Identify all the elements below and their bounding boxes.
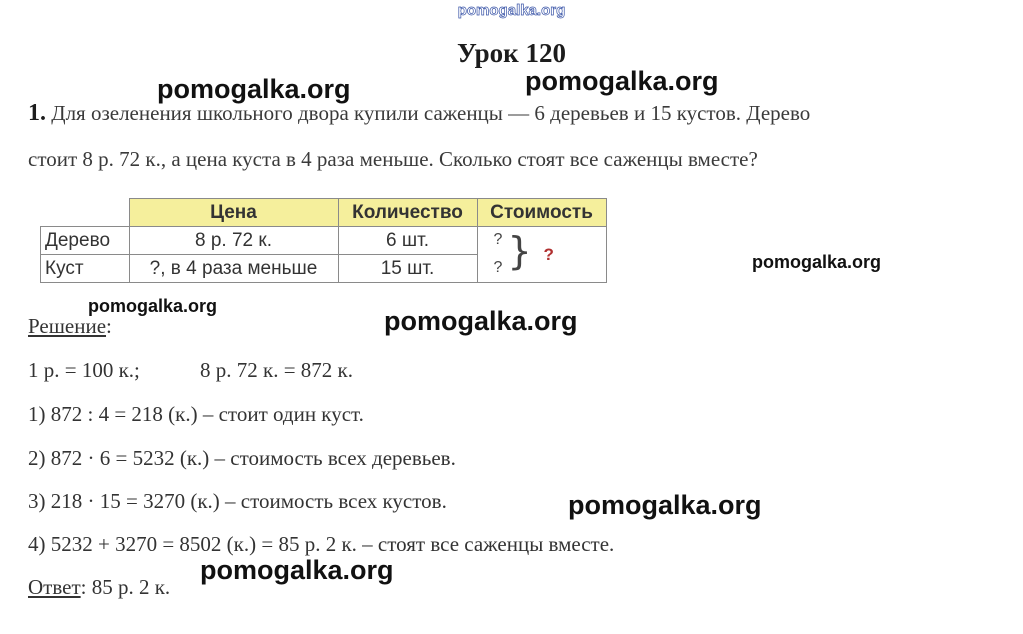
answer-value: : 85 р. 2 к. [80,575,171,599]
watermark-top: pomogalka.org [457,2,566,19]
table-header-empty [41,199,130,227]
data-table [40,198,607,283]
answer-label: Ответ [28,575,81,599]
solution-colon: : [106,314,112,338]
table-cell-qty: 15 шт. [338,255,477,283]
problem-number: 1. [28,100,46,126]
table-cell-price: 8 р. 72 к. [129,227,338,255]
table-row [41,227,607,255]
solution-step: 4) 5232 + 3270 = 8502 (к.) = 85 р. 2 к. – стоят все саженцы вместе. [28,532,615,556]
watermark: pomogalka.org [200,555,394,585]
watermark: pomogalka.org [568,490,762,520]
table-header: Стоимость [477,199,606,227]
table-header: Цена [129,199,338,227]
solution-step: 2) 872 · 6 = 5232 (к.) – стоимость всех деревьев. [28,446,456,470]
table-header: Количество [338,199,477,227]
solution-label [28,314,112,339]
answer [28,575,170,600]
solution-step: 1) 872 : 4 = 218 (к.) – стоит один куст. [28,402,364,426]
table-header-row [41,199,607,227]
table-cell-price: ?, в 4 раза меньше [129,255,338,283]
watermark: pomogalka.org [384,306,578,336]
table-cell-name: Дерево [41,227,130,255]
brace-icon: } [507,229,532,273]
problem-line-2: стоит 8 р. 72 к., а цена куста в 4 раза меньше. Сколько стоят все саженцы вместе? [28,147,758,171]
table-cell-qty: 6 шт. [338,227,477,255]
cost-question-bush: ? [493,259,503,276]
conversion-2: 8 р. 72 к. = 872 к. [200,358,353,382]
watermark: pomogalka.org [752,252,882,272]
total-question: ? [543,245,554,264]
watermark: pomogalka.org [88,296,218,316]
lesson-title: Урок 120 [457,38,566,68]
watermark: pomogalka.org [525,66,719,96]
problem-line-1 [28,100,810,127]
conversion-1: 1 р. = 100 к.; [28,358,140,382]
table-cell-name: Куст [41,255,130,283]
problem-text-1: Для озеленения школьного двора купили саженцы — 6 деревьев и 15 кустов. Дерево [51,101,811,125]
watermark: pomogalka.org [157,74,351,104]
table-cell-cost [477,227,606,283]
solution-label-text: Решение [28,314,107,338]
cost-question-tree: ? [493,231,503,248]
solution-step: 3) 218 · 15 = 3270 (к.) – стоимость всех кустов. [28,489,447,513]
